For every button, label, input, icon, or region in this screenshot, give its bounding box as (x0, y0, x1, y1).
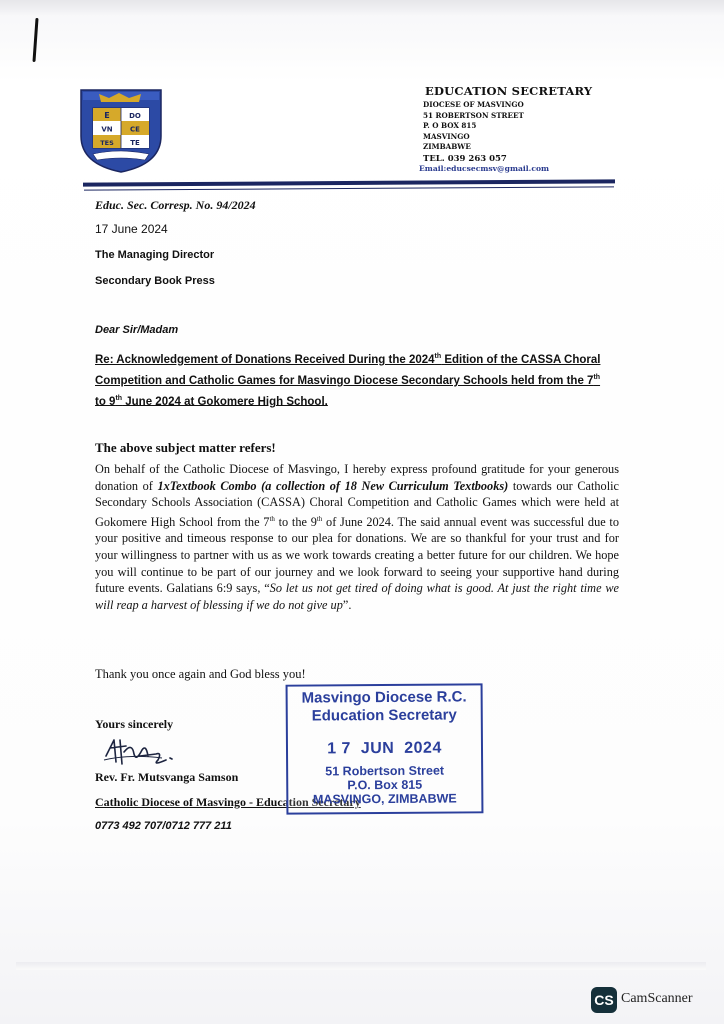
letter-date: 17 June 2024 (95, 222, 168, 236)
signer-name: Rev. Fr. Mutsvanga Samson (95, 770, 239, 784)
handwritten-signature (100, 734, 190, 770)
body-part-3: to the 9 (274, 514, 317, 529)
letterhead-country: ZIMBABWE (423, 142, 471, 151)
letterhead (418, 84, 708, 173)
body-part-5: ”. (342, 597, 352, 612)
correspondence-reference: Educ. Sec. Corresp. No. 94/2024 (95, 198, 256, 212)
crest-text-tes: TES (100, 139, 114, 147)
crest-text-ce: CE (130, 125, 140, 134)
camscanner-logo-icon: CS (591, 987, 617, 1013)
scan-top-shadow (0, 0, 724, 16)
letterhead-street: 51 ROBERTSON STREET (423, 110, 524, 120)
camscanner-label: CamScanner (621, 991, 693, 1006)
subject-part-b: Edition of the CASSA Choral Competition and Catholic Games for Masvingo Diocese Secondary Schools held from the 7 (95, 353, 601, 387)
official-stamp (286, 683, 484, 814)
closing: Yours sincerely (95, 717, 174, 731)
page-bottom-edge (16, 962, 706, 970)
salutation: Dear Sir/Madam (95, 324, 179, 336)
scripture-quote: So let us not get tired of doing what is good. At just the right time we will reap a harvest of blessing if we do not give up (95, 581, 619, 612)
letterhead-diocese: DIOCESE OF MASVINGO (423, 100, 524, 109)
letterhead-box: P. O BOX 815 (423, 121, 477, 130)
stamp-city: MASVINGO, ZIMBABWE (312, 791, 457, 807)
stamp-diocese: Masvingo Diocese R.C. (301, 688, 467, 707)
stamp-street: 51 Robertson Street (325, 763, 445, 779)
body-part-1: On behalf of the Catholic Diocese of Masvingo, I hereby express profound gratitude for your generous donation of (95, 462, 619, 493)
body-part-2: towards our Catholic Secondary Schools Association (CASSA) Choral Competition and Catholic Games which were held at Gokomere High School from the 7 (95, 478, 619, 529)
letterhead-title: EDUCATION SECRETARY (425, 84, 593, 98)
subject-part-d: June 2024 at Gokomere High School. (122, 395, 328, 408)
body-sup-1: th (269, 514, 275, 523)
subject-part-a: Re: Acknowledgement of Donations Received During the 2024 (95, 353, 435, 366)
diocese-crest-logo (79, 88, 163, 174)
crest-text-e: E (104, 111, 110, 120)
crest-text-te: TE (130, 139, 140, 147)
stamp-office: Education Secretary (311, 706, 457, 725)
contact-phone: 0773 492 707/0712 777 211 (95, 820, 232, 832)
donation-item: 1xTextbook Combo (a collection of 18 New Curriculum Textbooks) (157, 478, 509, 493)
thanks-line: Thank you once again and God bless you! (95, 667, 306, 681)
stamp-box: P.O. Box 815 (347, 777, 423, 793)
recipient-title: The Managing Director (95, 249, 215, 261)
crest-text-vn: VN (101, 125, 113, 134)
subject-line (95, 348, 605, 410)
letterhead-telephone: TEL. 039 263 057 (423, 153, 507, 164)
recipient-company: Secondary Book Press (95, 275, 215, 287)
body-paragraph (95, 461, 619, 613)
letterhead-email: Email:educsecmsv@gmail.com (419, 163, 550, 173)
letterhead-city: MASVINGO (423, 131, 470, 141)
subject-sup-1: th (434, 353, 442, 360)
refers-line: The above subject matter refers! (95, 440, 276, 455)
crest-text-do: DO (129, 112, 141, 120)
body-sup-2: th (316, 514, 323, 523)
signer-organisation: Catholic Diocese of Masvingo - Education Secretary (95, 795, 361, 809)
subject-part-c: to 9 (95, 395, 116, 408)
subject-sup-2: th (593, 373, 601, 381)
body-part-4: of June 2024. The said annual event was successful due to your positive and timeous response to our plea for donations. We are so thankful for your trust and for your willingness to partner with us as we work towards creating a better future for our children. We hope you will continue to be part of our journey and we look forward to seeing your supportive hand during future events. Galatians 6:9 says, “ (95, 514, 619, 596)
stamp-date: 1 7 JUN 2024 (327, 739, 442, 758)
subject-sup-3: th (115, 394, 123, 402)
